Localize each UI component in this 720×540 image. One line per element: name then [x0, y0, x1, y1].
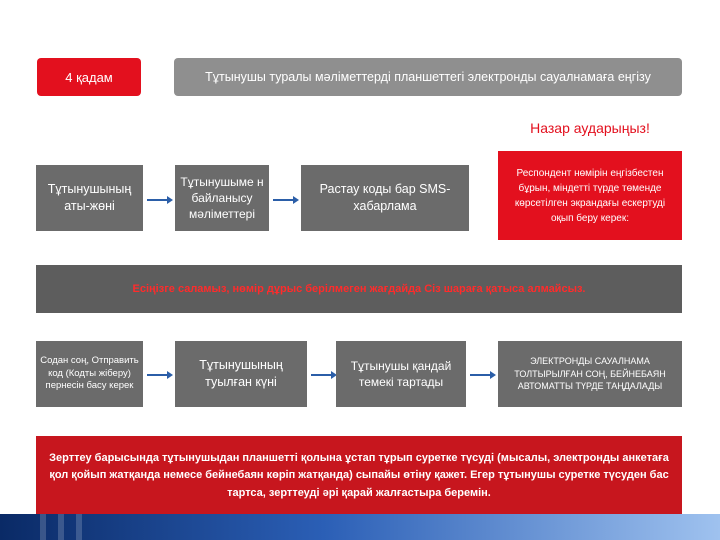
- attention-heading: Назар аударыңыз!: [530, 120, 650, 136]
- arrow-icon: [470, 374, 494, 376]
- photo-note-panel: Зерттеу барысында тұтынушыдан планшетті қолына ұстап тұрып суретке түсуді (мысалы, электронды анкетаға қол қойып жатқанда немесе бейнебаян көріп жатқанда) сыпайы өтіну қажет. Егер тұтынушы суретке түсуден бас тартса, зерттеуді әрі қарай жалғастыра беремін.: [36, 436, 682, 516]
- arrow-icon: [147, 374, 171, 376]
- footer-stripe: [58, 514, 64, 540]
- warning-box: Респондент нөмірін еңгізбестен бұрын, міндетті түрде төменде көрсетілген экрандағы ескертуді оқып беру керек:: [498, 151, 682, 240]
- arrow-icon: [311, 374, 335, 376]
- footer-decor-bar: [0, 514, 720, 540]
- step-box-cigarette-type: Тұтынушы қандай темекі тартады: [336, 341, 466, 407]
- arrow-icon: [147, 199, 171, 201]
- step-box-contact-info: Тұтынушыме н байланысу мәліметтері: [175, 165, 269, 231]
- step-badge: 4 қадам: [37, 58, 141, 96]
- reminder-banner: Есіңізге саламыз, нөмір дұрыс берілмеген жағдайда Сіз шараға қатыса алмайсыз.: [36, 265, 682, 313]
- footer-stripe: [40, 514, 46, 540]
- step-box-birth-date: Тұтынушының туылған күні: [175, 341, 307, 407]
- step-box-sms-code: Растау коды бар SMS-хабарлама: [301, 165, 469, 231]
- step-box-consumer-name: Тұтынушының аты-жөні: [36, 165, 143, 231]
- step-box-send-code: Содан соң, Отправить код (Кодты жіберу) пернесін басу керек: [36, 341, 143, 407]
- footer-stripe: [76, 514, 82, 540]
- step-box-video-auto: ЭЛЕКТРОНДЫ САУАЛНАМА ТОЛТЫРЫЛҒАН СОҢ, БЕЙНЕБАЯН АВТОМАТТЫ ТҮРДЕ ТАҢДАЛАДЫ: [498, 341, 682, 407]
- arrow-icon: [273, 199, 297, 201]
- header-title-bar: Тұтынушы туралы мәліметтерді планшеттегі электронды сауалнамаға еңгізу: [174, 58, 682, 96]
